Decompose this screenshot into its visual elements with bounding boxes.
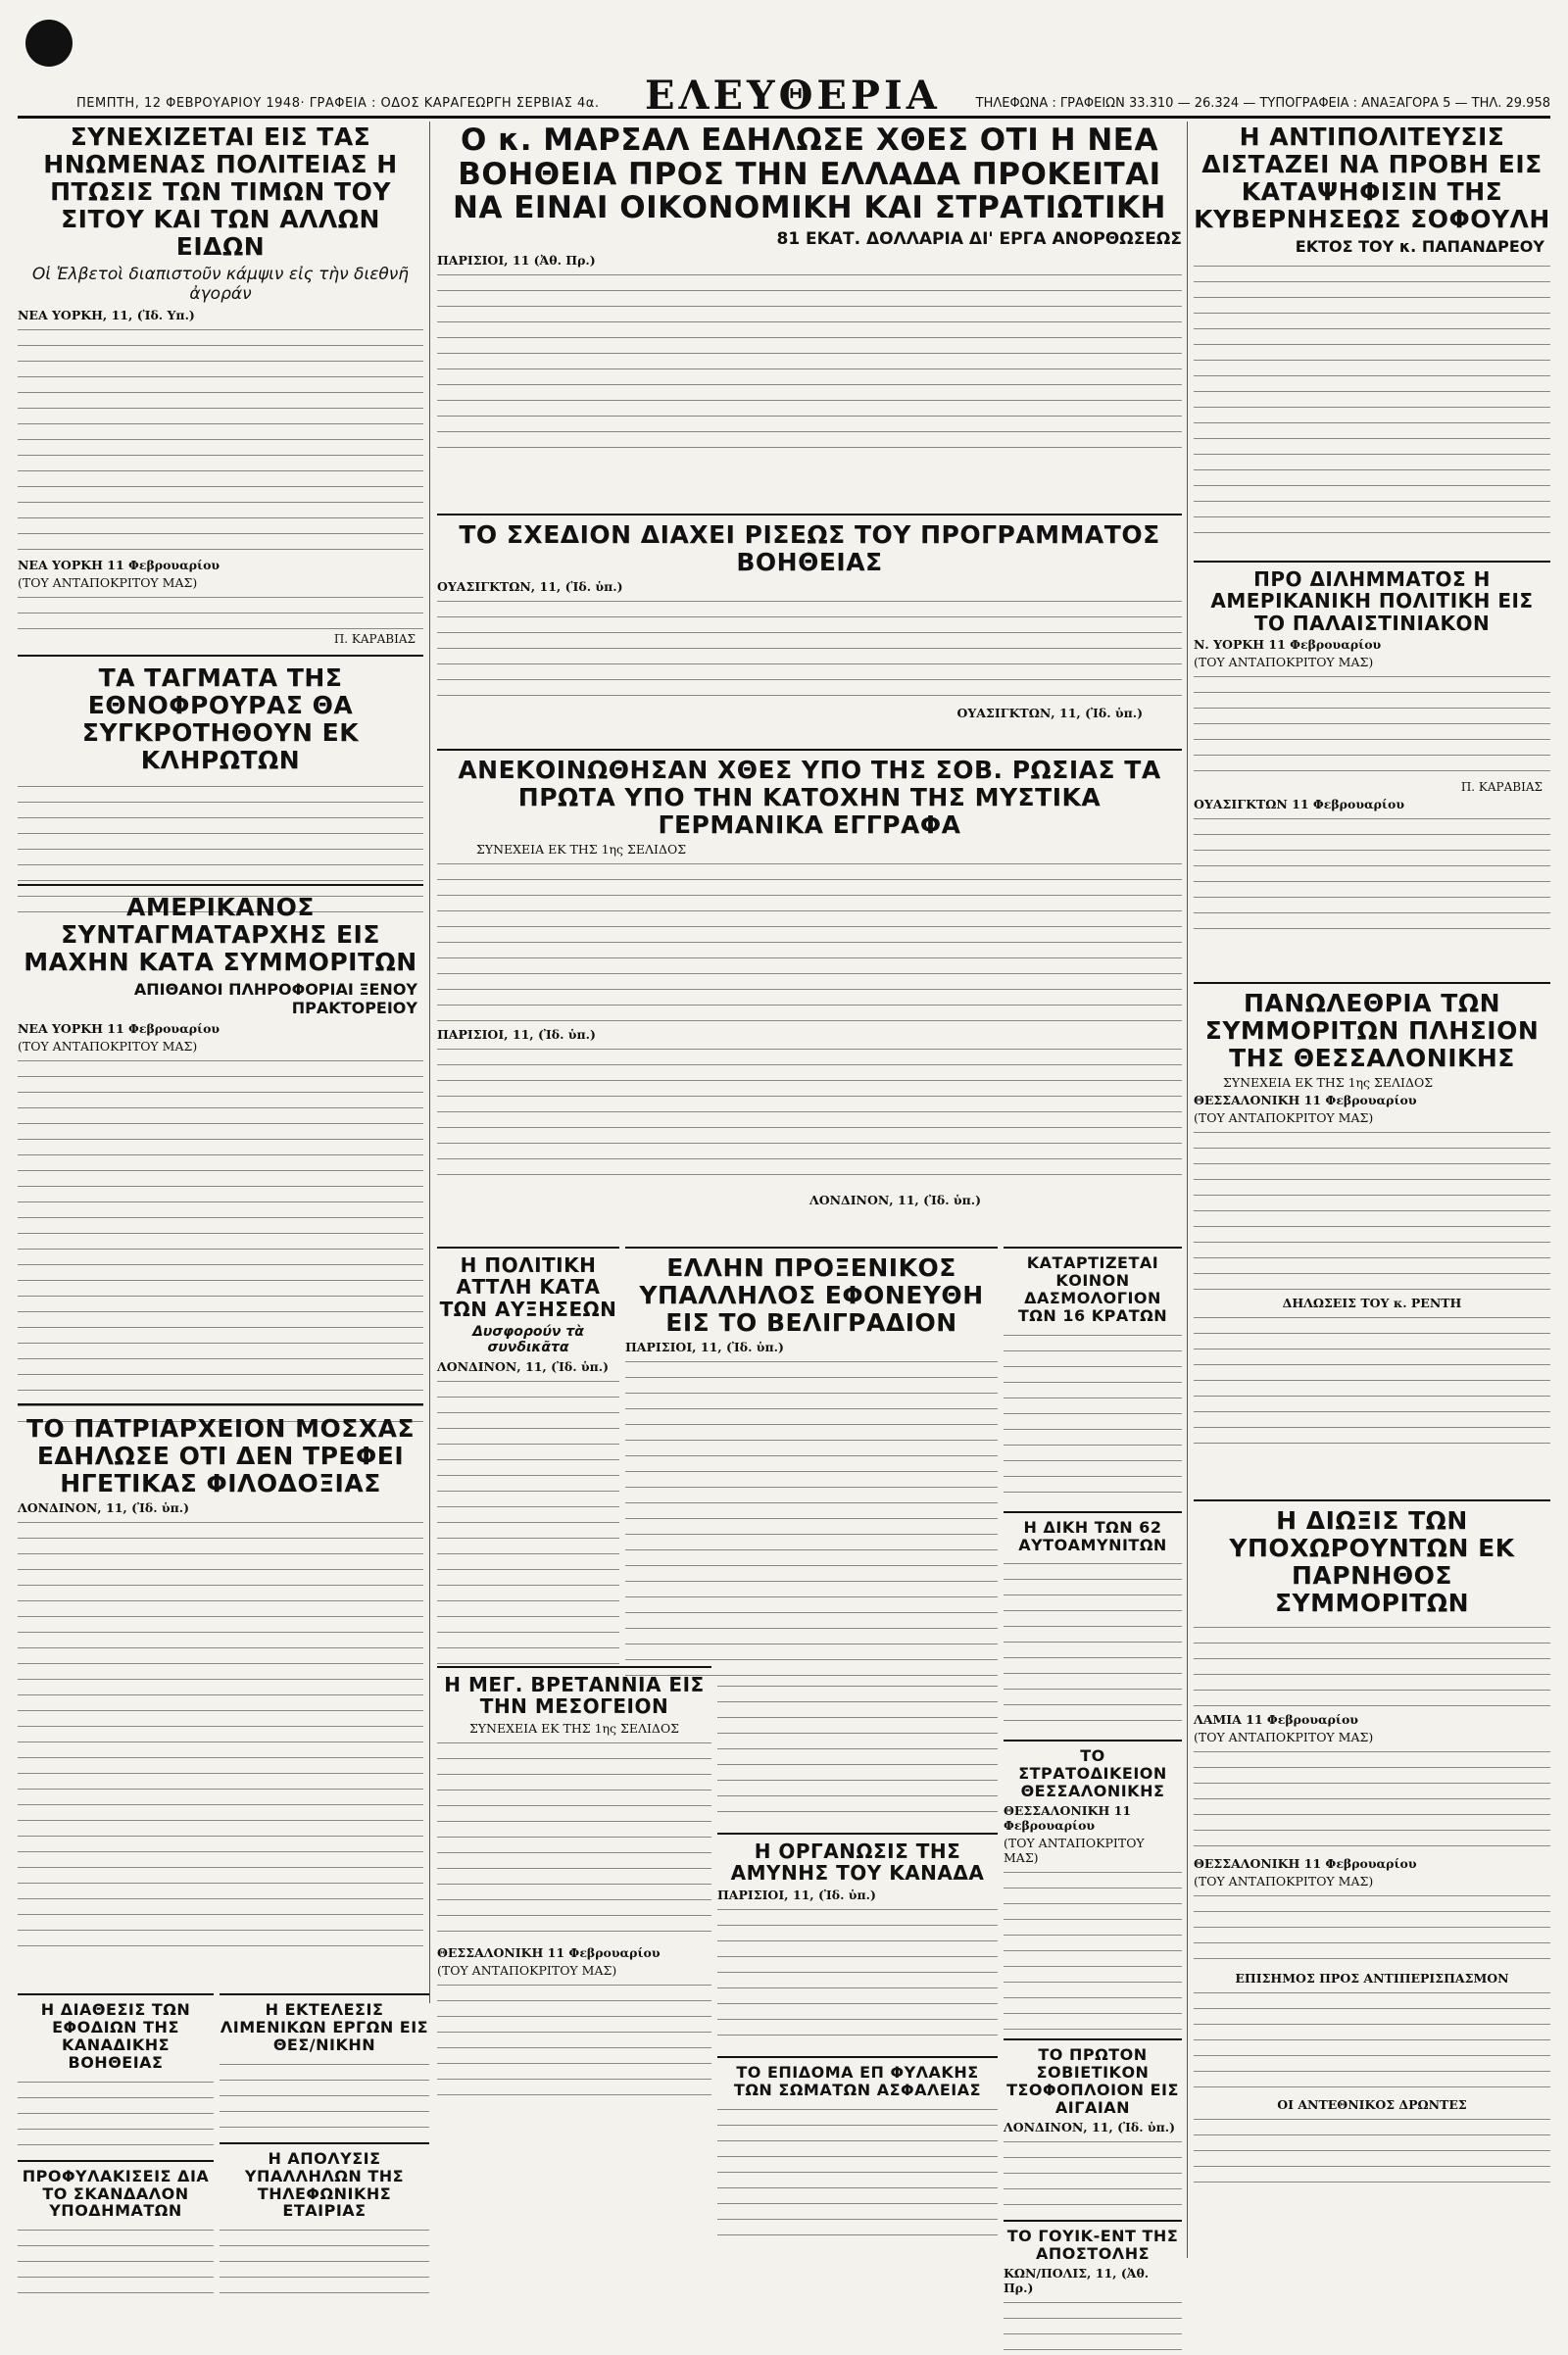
- headline-security-allowance: ΤΟ ΕΠΙΔΟΜΑ ΕΠ ΦΥΛΑΚΗΣ ΤΩΝ ΣΩΜΑΤΩΝ ΑΣΦΑΛΕΙΑΣ: [733, 2062, 982, 2099]
- dateline: ΛΑΜΙΑ 11 Φεβρουαρίου: [1194, 1712, 1358, 1727]
- headline-soviet-tanker: ΤΟ ΠΡΩΤΟΝ ΣΟΒΙΕΤΙΚΟΝ ΤΣΟΦΟΠΛΟΙΟΝ ΕΙΣ ΑΙΓΑΙΑΝ: [1006, 2045, 1179, 2117]
- article-harbor: [220, 1993, 429, 2266]
- credit: (ΤΟΥ ΑΝΤΑΠΟΚΡΙΤΟΥ ΜΑΣ): [1194, 1730, 1374, 1744]
- headline: Η ΜΕΓ. ΒΡΕΤΑΝΝΙΑ ΕΙΣ ΤΗΝ ΜΕΣΟΓΕΙΟΝ: [444, 1673, 705, 1719]
- subhead: 81 ΕΚΑΤ. ΔΟΛΛΑΡΙΑ ΔΙ' ΕΡΓΑ ΑΝΟΡΘΩΣΕΩΣ: [776, 229, 1182, 250]
- body-text: [1004, 1866, 1182, 2033]
- article-marshall: [437, 123, 1182, 537]
- credit: (ΤΟΥ ΑΝΤΑΠΟΚΡΙΤΟΥ ΜΑΣ): [1194, 1874, 1374, 1889]
- article-salonica: [1194, 982, 1550, 1494]
- credit: (ΤΟΥ ΑΝΤΑΠΟΚΡΙΤΟΥ ΜΑΣ): [18, 575, 198, 590]
- article-soviet: [437, 749, 1182, 1241]
- headline-trial62: Η ΔΙΚΗ ΤΩΝ 62 ΑΥΤΟΑΜΥΝΙΤΩΝ: [1018, 1517, 1167, 1554]
- headline: Η ΔΙΩΞΙΣ ΤΩΝ ΥΠΟΧΩΡΟΥΝΤΩΝ ΕΚ ΠΑΡΝΗΘΟΣ ΣΥΜΜΟΡΙΤΩΝ: [1229, 1506, 1515, 1617]
- body-text: [18, 1055, 423, 1427]
- body-text: [1194, 1621, 1550, 1709]
- body-text: [18, 2224, 214, 2302]
- body-text: [1194, 1126, 1550, 1293]
- dateline: ΠΑΡΙΣΙΟΙ, 11 (Ἀθ. Πρ.): [437, 253, 596, 269]
- credit: (ΤΟΥ ΑΝΤΑΠΟΚΡΙΤΟΥ ΜΑΣ): [18, 1039, 198, 1054]
- masthead-date-address: ΠΕΜΠΤΗ, 12 ΦΕΒΡΟΥΑΡΙΟΥ 1948· ΓΡΑΦΕΙΑ : ΟΔΟΣ ΚΑΡΑΓΕΩΡΓΗ ΣΕΡΒΙΑΣ 4α.: [76, 96, 600, 111]
- body-text: [1004, 1557, 1182, 1734]
- body-text: [1194, 1889, 1550, 1968]
- body-text: [437, 858, 1182, 1024]
- column-rule: [429, 122, 430, 2003]
- dateline: ΛΟΝΔΙΝΟΝ, 11, (Ἰδ. ὑπ.): [1004, 2119, 1176, 2134]
- headline: Η ΔΙΑΘΕΣΙΣ ΤΩΝ ΕΦΟΔΙΩΝ ΤΗΣ ΚΑΝΑΔΙΚΗΣ ΒΟΗΘΕΙΑΣ: [40, 2000, 191, 2072]
- article-consul: [625, 1247, 998, 1670]
- subhead: Δυσφορούν τὰ συνδικᾶτα: [472, 1324, 584, 1356]
- article-palestine: [1194, 561, 1550, 974]
- article-britain: [437, 1666, 711, 2119]
- headline: ΠΡΟ ΔΙΛΗΜΜΑΤΟΣ Η ΑΜΕΡΙΚΑΝΙΚΗ ΠΟΛΙΤΙΚΗ ΕΙΣ ΤΟ ΠΑΛΑΙΣΤΙΝΙΑΚΟΝ: [1210, 567, 1534, 635]
- body-text: [437, 1979, 711, 2096]
- dateline: ΟΥΑΣΙΓΚΤΩΝ, 11, (Ἰδ. ὑπ.): [437, 579, 623, 594]
- credit: (ΤΟΥ ΑΝΤΑΠΟΚΡΙΤΟΥ ΜΑΣ): [1004, 1836, 1145, 1866]
- subhead: Οἱ Ἑλβετοὶ διαπιστοῦν κάμψιν εἰς τὴν διεθνῆ ἀγοράν: [31, 265, 410, 304]
- article-customs: [1004, 1247, 1182, 2295]
- credit: (ΤΟΥ ΑΝΤΑΠΟΚΡΙΤΟΥ ΜΑΣ): [1194, 655, 1374, 670]
- body-text: [437, 595, 1182, 703]
- headline: ΠΑΝΩΛΕΘΡΙΑ ΤΩΝ ΣΥΜΜΟΡΙΤΩΝ ΠΛΗΣΙΟΝ ΤΗΣ ΘΕΣΣΑΛΟΝΙΚΗΣ: [1204, 989, 1540, 1072]
- body-text: [1194, 1311, 1550, 1448]
- body-text: [717, 1903, 998, 2050]
- body-text: [220, 2224, 429, 2302]
- dateline: ΟΥΑΣΙΓΚΤΩΝ, 11, (Ἰδ. ὑπ.): [956, 706, 1143, 720]
- headline: ΣΥΝΕΧΙΖΕΤΑΙ ΕΙΣ ΤΑΣ ΗΝΩΜΕΝΑΣ ΠΟΛΙΤΕΙΑΣ Η ΠΤΩΣΙΣ ΤΩΝ ΤΙΜΩΝ ΤΟΥ ΣΙΤΟΥ ΚΑΙ ΤΩΝ ΑΛΛΩΝ ΕΙΔΩΝ: [43, 123, 398, 261]
- body-text: [1194, 670, 1550, 778]
- dateline: ΟΥΑΣΙΓΚΤΩΝ 11 Φεβρουαρίου: [1194, 797, 1404, 812]
- headline: Η ΑΝΤΙΠΟΛΙΤΕΥΣΙΣ ΔΙΣΤΑΖΕΙ ΝΑ ΠΡΟΒΗ ΕΙΣ ΚΑΤΑΨΗΦΙΣΙΝ ΤΗΣ ΚΥΒΕΡΝΗΣΕΩΣ ΣΟΦΟΥΛΗ: [1194, 123, 1550, 233]
- dateline: ΚΩΝ/ΠΟΛΙΣ, 11, (Ἀθ. Πρ.): [1004, 2265, 1150, 2295]
- dateline: ΠΑΡΙΣΙΟΙ, 11, (Ἰδ. ὑπ.): [717, 1887, 876, 1902]
- masthead-title: ΕΛΕΥΘΕΡΙΑ: [645, 73, 941, 119]
- sidehead: ΔΗΛΩΣΕΙΣ ΤΟΥ κ. ΡΕΝΤΗ: [1282, 1296, 1462, 1310]
- credit: (ΤΟΥ ΑΝΤΑΠΟΚΡΙΤΟΥ ΜΑΣ): [1194, 1110, 1374, 1125]
- body-text: [437, 1375, 619, 1669]
- body-text: [625, 1355, 998, 1679]
- article-patriarchate: [18, 1403, 423, 1993]
- dateline: ΠΑΡΙΣΙΟΙ, 11, (Ἰδ. ὑπ.): [625, 1340, 784, 1354]
- dateline: ΘΕΣΣΑΛΟΝΙΚΗ 11 Φεβρουαρίου: [437, 1944, 661, 1960]
- dateline: Ν. ΥΟΡΚΗ 11 Φεβρουαρίου: [1194, 637, 1382, 653]
- body-text: [1194, 1987, 1550, 2094]
- headline: ΕΛΛΗΝ ΠΡΟΞΕΝΙΚΟΣ ΥΠΑΛΛΗΛΟΣ ΕΦΟΝΕΥΘΗ ΕΙΣ ΤΟ ΒΕΛΙΓΡΑΔΙΟΝ: [639, 1253, 984, 1337]
- subhead: ΕΚΤΟΣ ΤΟΥ κ. ΠΑΠΑΝΔΡΕΟΥ: [1295, 237, 1544, 256]
- sidehead: ΟΙ ΑΝΤΕΘΝΙΚΟΣ ΔΡΩΝΤΕΣ: [1277, 2097, 1467, 2112]
- headline: ΚΑΤΑΡΤΙΖΕΤΑΙ ΚΟΙΝΟΝ ΔΑΣΜΟΛΟΓΙΟΝ ΤΩΝ 16 ΚΡΑΤΩΝ: [1017, 1253, 1168, 1325]
- article-canada: [717, 1680, 998, 2264]
- article-wage-policy: [437, 1247, 619, 1660]
- headline: ΤΑ ΤΑΓΜΑΤΑ ΤΗΣ ΕΘΝΟΦΡΟΥΡΑΣ ΘΑ ΣΥΓΚΡΟΤΗΘΟΥΝ ΕΚ ΚΛΗΡΩΤΩΝ: [81, 663, 360, 774]
- body-text: [18, 2076, 214, 2154]
- headline-court-martial: ΤΟ ΣΤΡΑΤΟΔΙΚΕΙΟΝ ΘΕΣΣΑΛΟΝΙΚΗΣ: [1018, 1746, 1167, 1801]
- article-ephors: [18, 1993, 214, 2266]
- dateline: ΛΟΝΔΙΝΟΝ, 11, (Ἰδ. ὑπ.): [18, 1500, 190, 1515]
- newspaper-page: [18, 14, 1550, 2295]
- body-text: [18, 591, 423, 630]
- credit: (ΤΟΥ ΑΝΤΑΠΟΚΡΙΤΟΥ ΜΑΣ): [437, 1962, 617, 1978]
- headline: Η ΟΡΓΑΝΩΣΙΣ ΤΗΣ ΑΜΥΝΗΣ ΤΟΥ ΚΑΝΑΔΑ: [730, 1840, 985, 1886]
- headline: Ο κ. ΜΑΡΣΑΛ ΕΔΗΛΩΣΕ ΧΘΕΣ ΟΤΙ Η ΝΕΑ ΒΟΗΘΕΙΑ ΠΡΟΣ ΤΗΝ ΕΛΛΑΔΑ ΠΡΟΚΕΙΤΑΙ ΝΑ ΕΙΝΑΙ ΟΙΚΟΝΟΜΙΚΗ ΚΑΙ ΣΤΡΑΤΙΩΤΙΚΗ: [453, 123, 1166, 226]
- headline: Η ΕΚΤΕΛΕΣΙΣ ΛΙΜΕΝΙΚΩΝ ΕΡΓΩΝ ΕΙΣ ΘΕΣ/ΝΙΚΗΝ: [220, 2000, 429, 2054]
- headline-mission: ΤΟ ΓΟΥΙΚ-ΕΝΤ ΤΗΣ ΑΠΟΣΤΟΛΗΣ: [1006, 2226, 1179, 2263]
- body-text: [437, 1043, 1182, 1190]
- body-text: [220, 2058, 429, 2136]
- masthead-phones: ΤΗΛΕΦΩΝΑ : ΓΡΑΦΕΙΩΝ 33.310 — 26.324 — ΤΥΠΟΓΡΑΦΕΙΑ : ΑΝΑΞΑΓΟΡΑ 5 — ΤΗΛ. 29.958: [975, 96, 1550, 111]
- dateline: ΛΟΝΔΙΝΟΝ, 11, (Ἰδ. ὑπ.): [437, 1359, 610, 1375]
- column-rule: [1187, 122, 1188, 2258]
- article-aid-plan: [437, 514, 1182, 747]
- headline: ΤΟ ΣΧΕΔΙΟΝ ΔΙΑΧΕΙ ΡΙΣΕΩΣ ΤΟΥ ΠΡΟΓΡΑΜΜΑΤΟΣ ΒΟΗΘΕΙΑΣ: [459, 520, 1160, 576]
- body-text: [1194, 260, 1550, 544]
- dateline: ΘΕΣΣΑΛΟΝΙΚΗ 11 Φεβρουαρίου: [1004, 1803, 1132, 1834]
- body-text: [1194, 1745, 1550, 1853]
- dateline: ΝΕΑ ΥΟΡΚΗ 11 Φεβρουαρίου: [18, 1021, 220, 1036]
- headline: Η ΠΟΛΙΤΙΚΗ ΑΤΤΛΗ ΚΑΤΑ ΤΩΝ ΑΥΞΗΣΕΩΝ: [439, 1253, 617, 1321]
- dateline: ΠΑΡΙΣΙΟΙ, 11, (Ἰδ. ὑπ.): [437, 1027, 596, 1042]
- masthead: [18, 73, 1550, 119]
- body-text: [1004, 2296, 1182, 2355]
- dateline: ΝΕΑ ΥΟΡΚΗ, 11, (Ἰδ. Υπ.): [18, 308, 195, 322]
- body-text: [437, 1737, 711, 1942]
- article-retreat: [1194, 1499, 1550, 2266]
- signature: Π. ΚΑΡΑΒΙΑΣ: [333, 632, 416, 646]
- dateline: ΝΕΑ ΥΟΡΚΗ 11 Φεβρουαρίου: [18, 558, 220, 572]
- ink-dot: [25, 20, 73, 67]
- body-text: [1004, 2135, 1182, 2214]
- body-text: [717, 2103, 998, 2240]
- headline: ΤΟ ΠΑΤΡΙΑΡΧΕΙΟΝ ΜΟΣΧΑΣ ΕΔΗΛΩΣΕ ΟΤΙ ΔΕΝ ΤΡΕΦΕΙ ΗΓΕΤΙΚΑΣ ΦΙΛΟΔΟΞΙΑΣ: [25, 1414, 416, 1497]
- article-opposition: [1194, 123, 1550, 555]
- body-text: [717, 1680, 998, 1827]
- dateline: ΘΕΣΣΑΛΟΝΙΚΗ 11 Φεβρουαρίου: [1194, 1856, 1417, 1871]
- article-colonel: [18, 884, 423, 1396]
- body-text: [1194, 812, 1550, 930]
- continuation: ΣΥΝΕΧΕΙΑ ΕΚ ΤΗΣ 1ης ΣΕΛΙΔΟΣ: [1223, 1075, 1434, 1090]
- subhead: ΑΠΙΘΑΝΟΙ ΠΛΗΡΟΦΟΡΙΑΙ ΞΕΝΟΥ ΠΡΑΚΤΟΡΕΙΟΥ: [133, 980, 417, 1017]
- body-text: [1194, 2113, 1550, 2191]
- body-text: [18, 1516, 423, 1947]
- body-text: [18, 323, 423, 555]
- continuation: ΣΥΝΕΧΕΙΑ ΕΚ ΤΗΣ 1ης ΣΕΛΙΔΟΣ: [468, 1720, 680, 1736]
- headline: ΑΝΕΚΟΙΝΩΘΗΣΑΝ ΧΘΕΣ ΥΠΟ ΤΗΣ ΣΟΒ. ΡΩΣΙΑΣ ΤΑ ΠΡΩΤΑ ΥΠΟ ΤΗΝ ΚΑΤΟΧΗΝ ΤΗΣ ΜΥΣΤΙΚΑ ΓΕΡΜΑΝΙΚΑ ΕΓΓΡΑΦΑ: [458, 756, 1161, 839]
- body-text: [1004, 1329, 1182, 1505]
- dateline: ΛΟΝΔΙΝΟΝ, 11, (Ἰδ. ὑπ.): [809, 1193, 982, 1207]
- article-prices: [18, 123, 423, 645]
- continuation: ΣΥΝΕΧΕΙΑ ΕΚ ΤΗΣ 1ης ΣΕΛΙΔΟΣ: [476, 842, 687, 857]
- signature: Π. ΚΑΡΑΒΙΑΣ: [1460, 780, 1543, 795]
- sidehead: ΕΠΙΣΗΜΟΣ ΠΡΟΣ ΑΝΤΙΠΕΡΙΣΠΑΣΜΟΝ: [1235, 1971, 1509, 1986]
- headline-scandal: ΠΡΟΦΥΛΑΚΙΣΕΙΣ ΔΙΑ ΤΟ ΣΚΑΝΔΑΛΟΝ ΥΠΟΔΗΜΑΤΩΝ: [22, 2166, 210, 2221]
- dateline: ΘΕΣΣΑΛΟΝΙΚΗ 11 Φεβρουαρίου: [1194, 1093, 1417, 1107]
- headline: ΑΜΕΡΙΚΑΝΟΣ ΣΥΝΤΑΓΜΑΤΑΡΧΗΣ ΕΙΣ ΜΑΧΗΝ ΚΑΤΑ ΣΥΜΜΟΡΙΤΩΝ: [24, 893, 417, 976]
- body-text: [437, 269, 1182, 461]
- headline-phone-strike: Η ΑΠΟΛΥΣΙΣ ΥΠΑΛΛΗΛΩΝ ΤΗΣ ΤΗΛΕΦΩΝΙΚΗΣ ΕΤΑΙΡΙΑΣ: [244, 2148, 405, 2221]
